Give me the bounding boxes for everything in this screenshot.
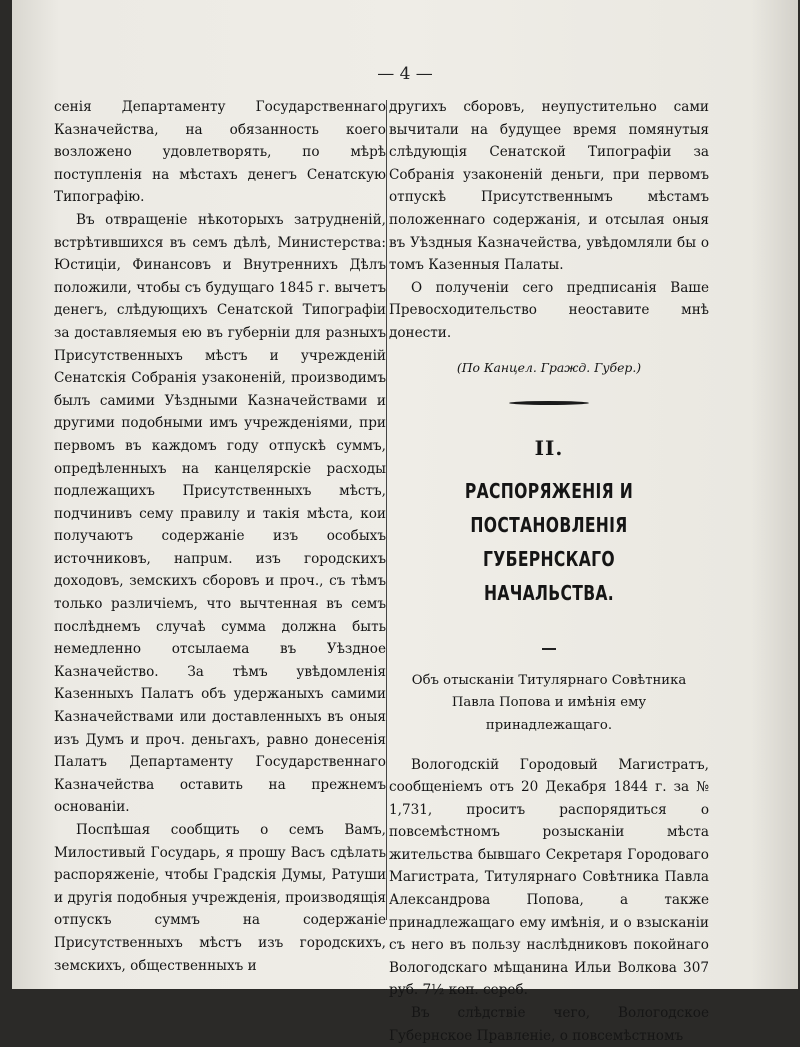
section-title-line: ГУБЕРНСКАГО НАЧАЛЬСТВА. xyxy=(483,546,615,605)
column-divider xyxy=(386,100,387,920)
paragraph: Въ отвращеніе нѣкоторыхъ затрудненій, встрѣтившихся въ семъ дѣлѣ, Министерства: Юстиціи, Финансовъ и Внутреннихъ Дѣлъ положили, чтобы съ будущаго 1845 г. вычетъ денегъ, слѣдующихъ Сенатской Типографіи за доставляемыя ею въ губерніи для разныхъ Присутственныхъ мѣстъ и учрежденій Сенатскія Собранія узаконеній, производимъ былъ самими Уѣздными Казначействами и другими подобными имъ учрежденіями, при первомъ въ каждомъ году отпускѣ суммъ, опредѣленныхъ на канцелярскіе расходы подлежащихъ Присутственныхъ мѣстъ, подчинивъ сему правилу и такія мѣста, кои получаютъ содержаніе изъ особыхъ источниковъ, напрuм. изъ городскихъ доходовъ, земскихъ сборовъ и проч., съ тѣмъ только различіемъ, что вычтенная въ семъ послѣднемъ случаѣ сумма должна быть немедленно отсылаема въ Уѣздное Казначейство. За тѣмъ увѣдомленія Казенныхъ Палатъ объ удержаныхъ самими Казначействами или доставленныхъ въ оныя изъ Думъ и проч. деньгахъ, равно донесенія Палатъ Департаменту Государственнаго Казначейства оставить на прежнемъ основаніи. xyxy=(54,211,386,816)
paragraph: Вологодскій Городовый Магистратъ, сообщеніемъ отъ 20 Декабря 1844 г. за № 1,731, проситъ распорядиться о повсемѣстномъ розысканіи мѣста жительства бывшаго Секретаря Городоваго Магистрата, Титулярнаго Совѣтника Павла Александрова Попова, а также принадлежащаго ему имѣнія, и о взысканіи съ него въ пользу наслѣдниковъ покойнаго Вологодскаго мѣщанина Ильи Волкова 307 руб. 7½ коп. сереб. xyxy=(389,756,709,999)
paragraph: Поспѣшая сообщить о семъ Вамъ, Милостивый Государь, я прошу Васъ сдѣлать распоряженіе, чтобы Градскія Думы, Ратуши и другія подобныя учрежденія, производящія отпускъ суммъ на содержаніе Присутственныхъ мѣстъ изъ городскихъ, земскихъ, общественныхъ и xyxy=(54,822,386,974)
ornament-divider xyxy=(509,401,589,405)
paragraph: сенія Департаменту Государственнаго Казначейства, на обязанность коего возложено удовлетворять, по мѣрѣ поступленія на мѣстахъ денегъ Сенатскую Типографію. xyxy=(54,99,386,206)
section-title-line: РАСПОРЯЖЕНІЯ И ПОСТАНОВЛЕНІЯ xyxy=(464,478,634,537)
paragraph: Въ слѣдствіе чего, Вологодское Губернское Правленіе, о повсемѣстномъ xyxy=(389,1005,709,1044)
section-number: II. xyxy=(534,436,564,461)
section-title xyxy=(424,474,674,610)
signature-line: (По Канцел. Гражд. Губер.) xyxy=(456,359,642,375)
short-dash-divider xyxy=(542,648,556,650)
notice-heading: Объ отысканіи Титулярнаго Совѣтника Павла Попова и имѣнія ему принадлежащаго. xyxy=(411,672,687,733)
document-page xyxy=(12,0,798,1044)
left-column xyxy=(54,96,386,977)
paragraph: О полученіи сего предписанія Ваше Превосходительство неоставите мнѣ донести. xyxy=(389,279,709,341)
paragraph: другихъ сборовъ, неупустительно сами вычитали на будущее время помянутыя слѣдующія Сенатской Типографіи за Собранія узаконеній деньги, при первомъ отпускѣ Присутственнымъ мѣстамъ положеннаго содержанія, и отсылая оныя въ Уѣздныя Казначейства, увѣдомляли бы о томъ Казенныя Палаты. xyxy=(389,99,709,274)
page-number: — 4 — xyxy=(377,64,433,84)
right-column xyxy=(389,96,709,1047)
